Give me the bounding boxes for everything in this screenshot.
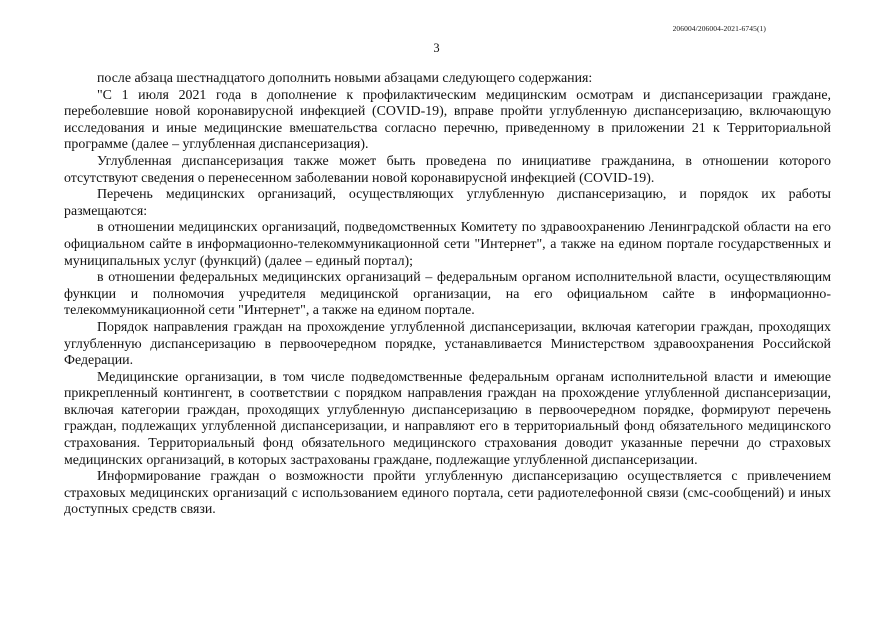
paragraph: "С 1 июля 2021 года в дополнение к профилактическим медицинским осмотрам и диспансеризации граждане, переболевшие новой коронавирусной инфекцией (COVID-19), вправе пройти углубленную диспансеризацию, включающую исследования и иные медицинские вмешательства согласно перечню, приведенному в приложении 21 к Территориальной программе (далее – углубленная диспансеризация). (64, 87, 831, 153)
paragraph: Медицинские организации, в том числе подведомственные федеральным органам исполнительной власти и имеющие прикрепленный контингент, в соответствии с порядком направления граждан на прохождение углубленной диспансеризации, включая категории граждан, проходящих углубленную диспансеризацию в первоочередном порядке, формируют перечень граждан, подлежащих углубленной диспансеризации, и направляют его в территориальный фонд обязательного медицинского страхования. Территориальный фонд обязательного медицинского страхования доводит указанные перечни до страховых медицинских организаций, в которых застрахованы граждане, подлежащие углубленной диспансеризации. (64, 369, 831, 468)
page-number: 3 (433, 41, 440, 55)
paragraph: в отношении медицинских организаций, подведомственных Комитету по здравоохранению Ленинградской области на его официальном сайте в информационно-телекоммуникационной сети "Интернет", а также на едином портале государственных и муниципальных услуг (функций) (далее – единый портал); (64, 220, 831, 269)
paragraph: Информирование граждан о возможности пройти углубленную диспансеризацию осуществляется с привлечением страховых медицинских организаций с использованием единого портала, сети радиотелефонной связи (смс-сообщений) и иных доступных средств связи. (64, 469, 831, 518)
paragraph: Перечень медицинских организаций, осуществляющих углубленную диспансеризацию, и порядок их работы размещаются: (64, 187, 831, 219)
paragraph-intro: после абзаца шестнадцатого дополнить новыми абзацами следующего содержания: (97, 71, 593, 86)
paragraph: в отношении федеральных медицинских организаций – федеральным органом исполнительной власти, осуществляющим функции и полномочия учредителя медицинской организации, на его официальном сайте в информационно-телекоммуникационной сети "Интернет", а также на едином портале. (64, 270, 831, 319)
document-id: 206004/206004-2021-6745(1) (672, 24, 766, 33)
paragraph: Углубленная диспансеризация также может быть проведена по инициативе гражданина, в отношении которого отсутствуют сведения о перенесенном заболевании новой коронавирусной инфекцией (COVID-19). (64, 153, 831, 186)
document-body (64, 71, 831, 519)
paragraph: Порядок направления граждан на прохождение углубленной диспансеризации, включая категории граждан, проходящих углубленную диспансеризацию в первоочередном порядке, устанавливается Министерством здравоохранения Российской Федерации. (64, 319, 831, 369)
